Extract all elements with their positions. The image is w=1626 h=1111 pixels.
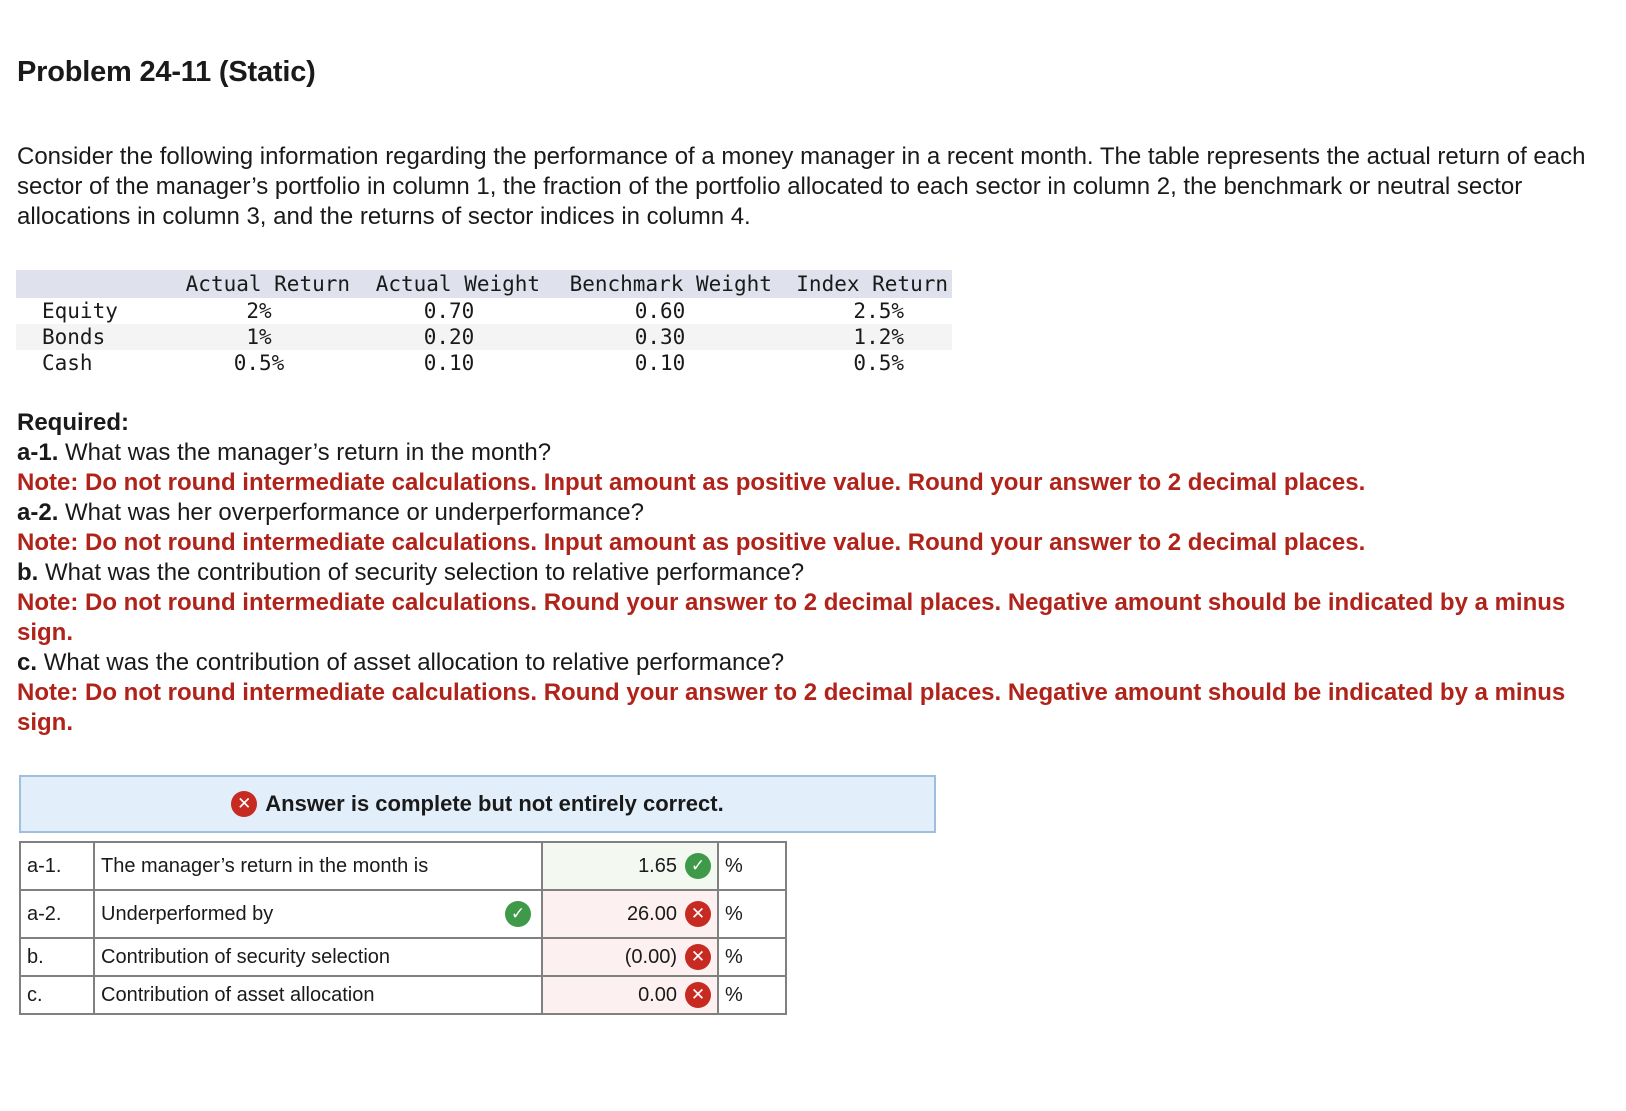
question-b: b. What was the contribution of security selection to relative performance? (17, 559, 805, 586)
table-row (16, 298, 952, 324)
header-benchmark-weight: Benchmark Weight (544, 270, 776, 298)
cell-benchmark-weight: 0.10 (634, 351, 686, 375)
unit-label: % (718, 938, 786, 976)
x-circle-icon: ✕ (685, 901, 711, 927)
cell-benchmark-weight: 0.30 (544, 324, 776, 350)
answer-row-b (20, 938, 786, 976)
check-circle-icon: ✓ (505, 901, 531, 927)
cell-index-return: 0.5% (853, 351, 904, 375)
page-title: Problem 24-11 (Static) (17, 56, 316, 88)
row-label: Equity (42, 299, 118, 323)
cell-benchmark-weight: 0.60 (634, 299, 686, 323)
answer-row-a2 (20, 890, 786, 938)
cell-index-return: 1.2% (776, 324, 952, 350)
part-label: b. (20, 938, 94, 976)
question-a2: a-2. What was her overperformance or underperformance? (17, 499, 644, 526)
part-label: a-1. (20, 842, 94, 890)
answer-row-c (20, 976, 786, 1014)
answer-value: 26.00 (626, 902, 677, 925)
answer-input-b[interactable] (542, 938, 718, 976)
banner-text: Answer is complete but not entirely correct. (265, 791, 724, 816)
answer-value: 0.00 (638, 983, 677, 1006)
header-actual-weight: Actual Weight (354, 270, 544, 298)
cell-actual-return: 1% (164, 324, 354, 350)
answer-dropdown-a2[interactable] (94, 890, 542, 938)
table-header-blank (16, 270, 164, 298)
x-circle-icon: ✕ (685, 982, 711, 1008)
answer-description: The manager’s return in the month is (94, 842, 542, 890)
cell-actual-weight: 0.20 (354, 324, 544, 350)
row-label: Cash (42, 351, 93, 375)
table-row (16, 324, 952, 350)
note-c: Note: Do not round intermediate calculations. Round your answer to 2 decimal places. Negative amount should be indicated by a minus sign. (17, 679, 1566, 736)
answer-input-a1[interactable] (542, 842, 718, 890)
cell-actual-return: 2% (246, 299, 272, 323)
answer-row-a1 (20, 842, 786, 890)
header-index-return: Index Return (776, 270, 952, 298)
question-c: c. What was the contribution of asset allocation to relative performance? (17, 649, 785, 676)
x-circle-icon: ✕ (685, 944, 711, 970)
x-circle-icon: ✕ (231, 791, 257, 817)
table-row (16, 350, 952, 376)
required-heading: Required: (17, 409, 130, 436)
table-header-row (16, 270, 952, 298)
answer-table (19, 841, 787, 1015)
sector-data-table (16, 270, 952, 376)
unit-label: % (718, 890, 786, 938)
cell-actual-return: 0.5% (233, 351, 285, 375)
answer-description: Contribution of asset allocation (94, 976, 542, 1014)
check-circle-icon: ✓ (685, 853, 711, 879)
problem-intro: Consider the following information regarding the performance of a money manager in a recent month. The table represents the actual return of each sector of the manager’s portfolio in column 1, the fraction of the portfolio allocated to each sector in column 2, the benchmark or neutral sector allocations in column 3, and the returns of sector indices in column 4. (17, 143, 1586, 230)
answer-description: Underperformed by (101, 902, 274, 925)
note-b: Note: Do not round intermediate calculations. Round your answer to 2 decimal places. Negative amount should be indicated by a minus sign. (17, 589, 1566, 646)
answer-value: 1.65 (638, 854, 677, 877)
required-section (17, 408, 1617, 738)
cell-actual-weight: 0.70 (423, 299, 475, 323)
note-a2: Note: Do not round intermediate calculations. Input amount as positive value. Round your answer to 2 decimal places. (17, 529, 1366, 556)
answer-value: (0.00) (624, 945, 677, 968)
header-actual-return: Actual Return (164, 270, 354, 298)
unit-label: % (718, 842, 786, 890)
answer-status-banner (19, 775, 936, 833)
answer-input-a2[interactable] (542, 890, 718, 938)
part-label: c. (20, 976, 94, 1014)
answer-input-c[interactable] (542, 976, 718, 1014)
row-label: Bonds (16, 324, 164, 350)
unit-label: % (718, 976, 786, 1014)
cell-index-return: 2.5% (853, 299, 904, 323)
answer-description: Contribution of security selection (94, 938, 542, 976)
question-a1: a-1. What was the manager’s return in the month? (17, 439, 552, 466)
part-label: a-2. (20, 890, 94, 938)
note-a1: Note: Do not round intermediate calculations. Input amount as positive value. Round your answer to 2 decimal places. (17, 469, 1366, 496)
cell-actual-weight: 0.10 (423, 351, 475, 375)
